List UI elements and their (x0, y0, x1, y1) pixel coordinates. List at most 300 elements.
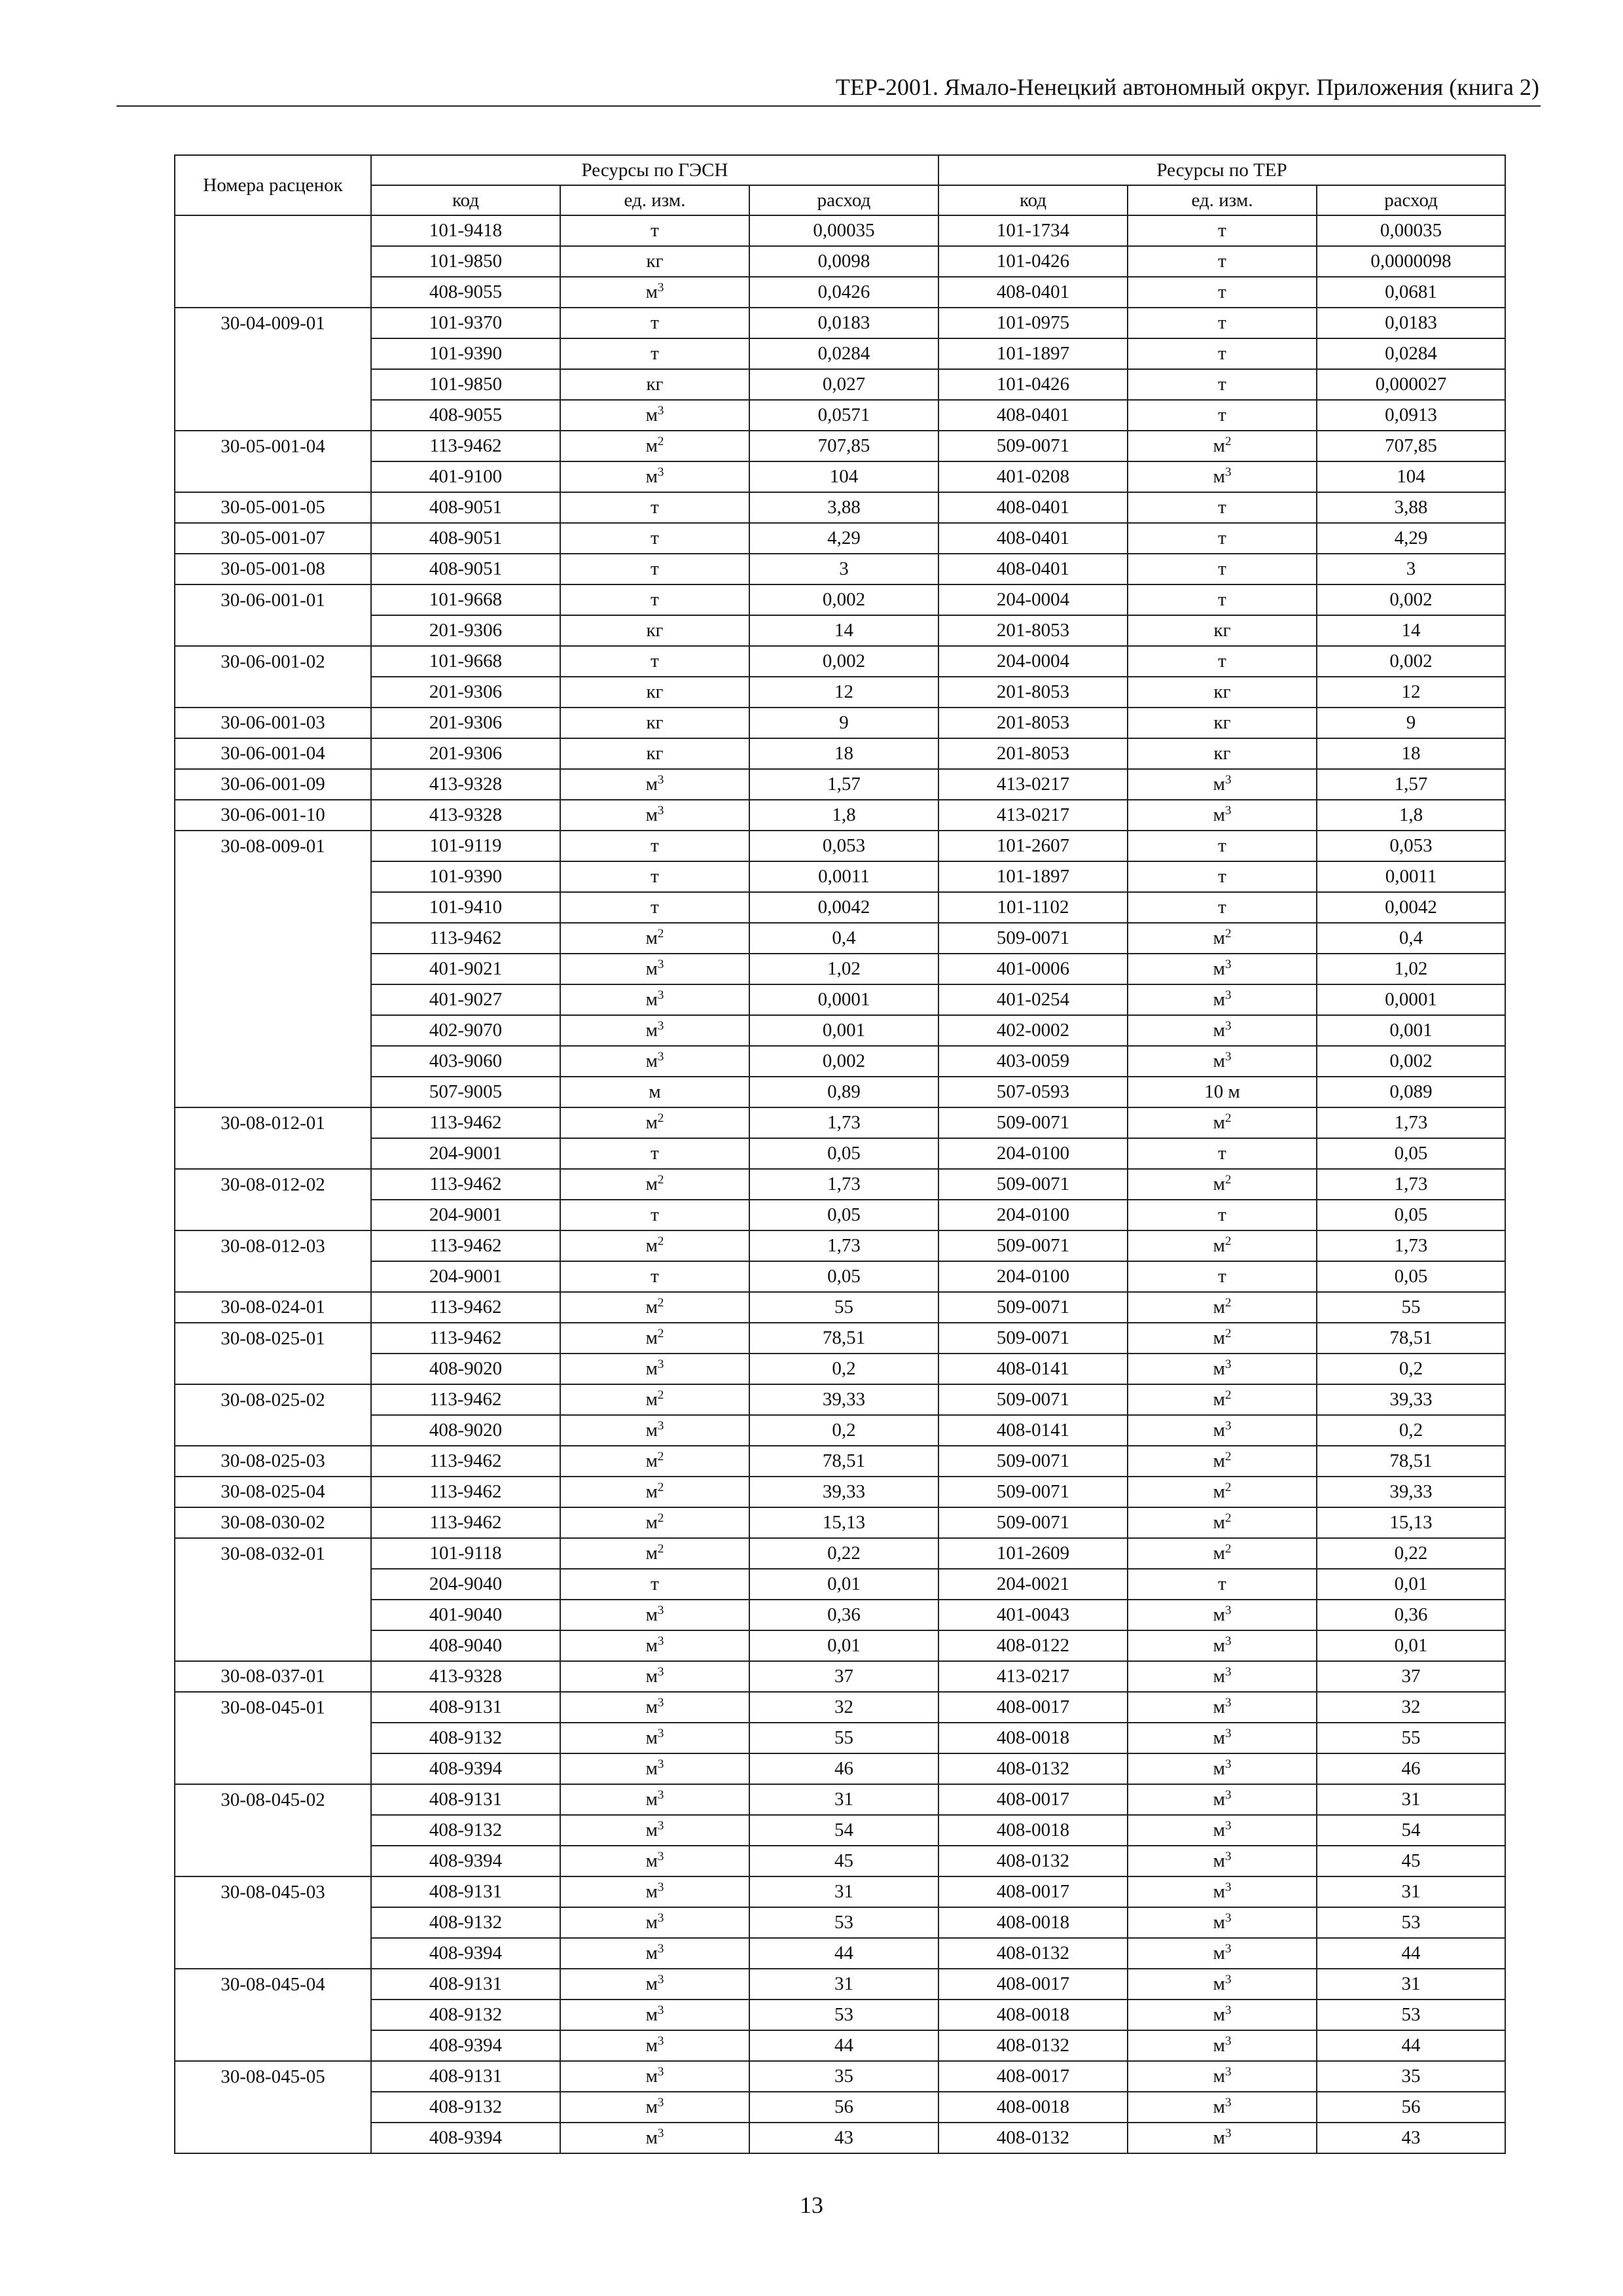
rate-number-cell: 30-08-025-02 (175, 1384, 371, 1415)
gesn-code-cell: 408-9020 (371, 1415, 560, 1446)
ter-code-cell: 408-0401 (938, 492, 1128, 523)
rate-number-cell (175, 615, 371, 646)
ter-code-cell: 101-1897 (938, 861, 1128, 892)
gesn-unit-cell: т (560, 492, 749, 523)
ter-code-cell: 204-0100 (938, 1200, 1128, 1230)
gesn-code-cell: 101-9418 (371, 215, 560, 246)
gesn-unit-cell: $м^3$ (560, 1876, 749, 1907)
ter-unit-cell: $м^3$ (1128, 2000, 1317, 2030)
table-row (175, 708, 1505, 738)
gesn-amount-cell: 45 (749, 1846, 938, 1876)
ter-unit-cell: 10 м (1128, 1077, 1317, 1107)
table-row (175, 1077, 1505, 1107)
ter-amount-cell: 0,000027 (1317, 369, 1505, 400)
ter-code-cell: 509-0071 (938, 1446, 1128, 1477)
gesn-code-cell: 113-9462 (371, 1230, 560, 1261)
table-row (175, 1846, 1505, 1876)
group-header-gesn: Ресурсы по ГЭСН (371, 155, 938, 185)
ter-unit-cell: $м^3$ (1128, 1046, 1317, 1077)
ter-amount-cell: 55 (1317, 1292, 1505, 1323)
gesn-code-cell: 408-9394 (371, 2123, 560, 2153)
ter-code-cell: 509-0071 (938, 1477, 1128, 1507)
gesn-unit-cell: $м^3$ (560, 984, 749, 1015)
table-row (175, 1907, 1505, 1938)
ter-code-cell: 101-2607 (938, 831, 1128, 861)
table-row (175, 523, 1505, 554)
ter-unit-cell: т (1128, 554, 1317, 584)
ter-amount-cell: 1,8 (1317, 800, 1505, 831)
ter-unit-cell: $м^3$ (1128, 1415, 1317, 1446)
gesn-code-cell: 401-9100 (371, 461, 560, 492)
ter-code-cell: 201-8053 (938, 615, 1128, 646)
column-header-ter-code: код (938, 185, 1128, 215)
ter-unit-cell: т (1128, 892, 1317, 923)
ter-code-cell: 413-0217 (938, 800, 1128, 831)
rate-number-cell: 30-08-045-01 (175, 1692, 371, 1723)
gesn-unit-cell: $м^3$ (560, 461, 749, 492)
ter-code-cell: 101-1734 (938, 215, 1128, 246)
rate-number-cell: 30-08-037-01 (175, 1661, 371, 1692)
gesn-unit-cell: т (560, 1569, 749, 1600)
gesn-amount-cell: 0,2 (749, 1415, 938, 1446)
ter-amount-cell: 18 (1317, 738, 1505, 769)
gesn-unit-cell: $м^3$ (560, 1630, 749, 1661)
gesn-code-cell: 201-9306 (371, 677, 560, 708)
gesn-amount-cell: 31 (749, 1969, 938, 2000)
gesn-code-cell: 401-9021 (371, 954, 560, 984)
gesn-unit-cell: $м^3$ (560, 1046, 749, 1077)
ter-code-cell: 401-0043 (938, 1600, 1128, 1630)
gesn-amount-cell: 3 (749, 554, 938, 584)
gesn-amount-cell: 37 (749, 1661, 938, 1692)
ter-amount-cell: 3 (1317, 554, 1505, 584)
gesn-unit-cell: $м^3$ (560, 400, 749, 431)
gesn-amount-cell: 0,0571 (749, 400, 938, 431)
gesn-code-cell: 408-9131 (371, 1969, 560, 2000)
table-row (175, 2030, 1505, 2061)
gesn-unit-cell: $м^3$ (560, 1692, 749, 1723)
gesn-unit-cell: $м^2$ (560, 1384, 749, 1415)
ter-amount-cell: 1,73 (1317, 1169, 1505, 1200)
gesn-code-cell: 101-9668 (371, 584, 560, 615)
ter-amount-cell: 0,0001 (1317, 984, 1505, 1015)
ter-unit-cell: $м^3$ (1128, 2092, 1317, 2123)
ter-amount-cell: 0,0011 (1317, 861, 1505, 892)
gesn-amount-cell: 0,05 (749, 1138, 938, 1169)
ter-amount-cell: 39,33 (1317, 1384, 1505, 1415)
rate-number-cell: 30-08-025-01 (175, 1323, 371, 1354)
ter-amount-cell: 31 (1317, 1876, 1505, 1907)
ter-unit-cell: т (1128, 246, 1317, 277)
rate-number-cell: 30-08-045-02 (175, 1784, 371, 1815)
gesn-code-cell: 413-9328 (371, 1661, 560, 1692)
ter-unit-cell: $м^3$ (1128, 1753, 1317, 1784)
gesn-unit-cell: $м^2$ (560, 1323, 749, 1354)
table-row (175, 1354, 1505, 1384)
gesn-unit-cell: $м^2$ (560, 431, 749, 461)
gesn-unit-cell: $м^3$ (560, 2030, 749, 2061)
gesn-code-cell: 408-9055 (371, 400, 560, 431)
ter-amount-cell: 0,05 (1317, 1200, 1505, 1230)
ter-unit-cell: $м^2$ (1128, 431, 1317, 461)
ter-amount-cell: 3,88 (1317, 492, 1505, 523)
gesn-code-cell: 408-9132 (371, 1815, 560, 1846)
gesn-amount-cell: 0,0042 (749, 892, 938, 923)
ter-unit-cell: т (1128, 1138, 1317, 1169)
ter-amount-cell: 0,00035 (1317, 215, 1505, 246)
ter-amount-cell: 46 (1317, 1753, 1505, 1784)
gesn-code-cell: 201-9306 (371, 738, 560, 769)
gesn-amount-cell: 31 (749, 1876, 938, 1907)
ter-code-cell: 509-0071 (938, 923, 1128, 954)
ter-unit-cell: $м^2$ (1128, 1538, 1317, 1569)
gesn-code-cell: 201-9306 (371, 615, 560, 646)
gesn-code-cell: 113-9462 (371, 1323, 560, 1354)
table-row (175, 400, 1505, 431)
gesn-code-cell: 113-9462 (371, 1477, 560, 1507)
ter-amount-cell: 0,089 (1317, 1077, 1505, 1107)
gesn-code-cell: 402-9070 (371, 1015, 560, 1046)
gesn-unit-cell: $м^3$ (560, 954, 749, 984)
table-row (175, 584, 1505, 615)
ter-unit-cell: $м^2$ (1128, 923, 1317, 954)
gesn-unit-cell: $м^2$ (560, 1477, 749, 1507)
gesn-code-cell: 401-9027 (371, 984, 560, 1015)
table-row (175, 1692, 1505, 1723)
ter-unit-cell: т (1128, 215, 1317, 246)
gesn-amount-cell: 54 (749, 1815, 938, 1846)
gesn-code-cell: 101-9850 (371, 369, 560, 400)
rate-number-cell (175, 1938, 371, 1969)
rate-number-cell (175, 1415, 371, 1446)
table-body (175, 215, 1505, 2153)
table-row (175, 2092, 1505, 2123)
rate-number-cell: 30-08-045-04 (175, 1969, 371, 2000)
gesn-amount-cell: 14 (749, 615, 938, 646)
ter-amount-cell: 0,0284 (1317, 338, 1505, 369)
gesn-code-cell: 204-9001 (371, 1261, 560, 1292)
gesn-amount-cell: 0,002 (749, 1046, 938, 1077)
gesn-amount-cell: 1,73 (749, 1107, 938, 1138)
table-row (175, 1107, 1505, 1138)
gesn-amount-cell: 1,8 (749, 800, 938, 831)
rate-number-cell: 30-08-045-05 (175, 2061, 371, 2092)
table-row (175, 1446, 1505, 1477)
gesn-amount-cell: 55 (749, 1723, 938, 1753)
ter-unit-cell: $м^2$ (1128, 1169, 1317, 1200)
rate-number-cell: 30-04-009-01 (175, 308, 371, 338)
gesn-unit-cell: $м^3$ (560, 277, 749, 308)
ter-unit-cell: $м^3$ (1128, 1630, 1317, 1661)
ter-unit-cell: т (1128, 1569, 1317, 1600)
ter-code-cell: 408-0018 (938, 2000, 1128, 2030)
column-header-ter-amount: расход (1317, 185, 1505, 215)
rate-number-cell: 30-08-025-03 (175, 1446, 371, 1477)
table-row (175, 1200, 1505, 1230)
table-row (175, 1784, 1505, 1815)
ter-code-cell: 101-0426 (938, 369, 1128, 400)
table-row (175, 1169, 1505, 1200)
ter-amount-cell: 55 (1317, 1723, 1505, 1753)
rate-number-cell (175, 369, 371, 400)
rate-number-cell: 30-06-001-02 (175, 646, 371, 677)
gesn-amount-cell: 32 (749, 1692, 938, 1723)
ter-code-cell: 408-0132 (938, 2123, 1128, 2153)
ter-unit-cell: кг (1128, 615, 1317, 646)
gesn-unit-cell: $м^3$ (560, 2000, 749, 2030)
gesn-amount-cell: 4,29 (749, 523, 938, 554)
gesn-amount-cell: 0,053 (749, 831, 938, 861)
gesn-amount-cell: 1,57 (749, 769, 938, 800)
table-row (175, 1507, 1505, 1538)
gesn-amount-cell: 44 (749, 2030, 938, 2061)
rate-number-cell (175, 461, 371, 492)
table-row (175, 308, 1505, 338)
gesn-unit-cell: т (560, 831, 749, 861)
ter-code-cell: 408-0017 (938, 1969, 1128, 2000)
gesn-code-cell: 408-9131 (371, 1784, 560, 1815)
gesn-unit-cell: $м^3$ (560, 2092, 749, 2123)
table-row (175, 831, 1505, 861)
ter-code-cell: 509-0071 (938, 1230, 1128, 1261)
ter-amount-cell: 53 (1317, 2000, 1505, 2030)
ter-amount-cell: 0,05 (1317, 1138, 1505, 1169)
ter-code-cell: 101-1897 (938, 338, 1128, 369)
rate-number-cell (175, 2000, 371, 2030)
gesn-code-cell: 408-9394 (371, 2030, 560, 2061)
table-row (175, 1261, 1505, 1292)
gesn-code-cell: 113-9462 (371, 1169, 560, 1200)
ter-code-cell: 408-0017 (938, 1876, 1128, 1907)
rate-number-cell: 30-05-001-04 (175, 431, 371, 461)
running-header: ТЕР-2001. Ямало-Ненецкий автономный округ. Приложения (книга 2) (836, 74, 1539, 100)
ter-unit-cell: $м^2$ (1128, 1230, 1317, 1261)
ter-code-cell: 413-0217 (938, 1661, 1128, 1692)
ter-code-cell: 204-0004 (938, 584, 1128, 615)
table-row (175, 369, 1505, 400)
rate-number-cell: 30-08-012-02 (175, 1169, 371, 1200)
ter-code-cell: 413-0217 (938, 769, 1128, 800)
ter-amount-cell: 0,0042 (1317, 892, 1505, 923)
header-rule (116, 105, 1541, 107)
rate-number-cell (175, 1077, 371, 1107)
table-row (175, 1661, 1505, 1692)
table-row (175, 338, 1505, 369)
gesn-code-cell: 113-9462 (371, 923, 560, 954)
rate-number-cell: 30-05-001-07 (175, 523, 371, 554)
gesn-code-cell: 204-9001 (371, 1200, 560, 1230)
ter-amount-cell: 0,001 (1317, 1015, 1505, 1046)
ter-unit-cell: $м^3$ (1128, 954, 1317, 984)
rate-number-cell: 30-08-025-04 (175, 1477, 371, 1507)
rate-number-cell (175, 2030, 371, 2061)
ter-code-cell: 507-0593 (938, 1077, 1128, 1107)
ter-unit-cell: $м^2$ (1128, 1292, 1317, 1323)
ter-amount-cell: 15,13 (1317, 1507, 1505, 1538)
rate-number-cell: 30-06-001-03 (175, 708, 371, 738)
page-number: 13 (800, 2192, 823, 2218)
ter-code-cell: 101-0426 (938, 246, 1128, 277)
gesn-code-cell: 113-9462 (371, 1446, 560, 1477)
gesn-code-cell: 113-9462 (371, 1507, 560, 1538)
gesn-amount-cell: 53 (749, 1907, 938, 1938)
ter-code-cell: 408-0401 (938, 400, 1128, 431)
ter-code-cell: 101-2609 (938, 1538, 1128, 1569)
gesn-amount-cell: 78,51 (749, 1446, 938, 1477)
column-header-number: Номера расценок (175, 155, 371, 215)
ter-code-cell: 402-0002 (938, 1015, 1128, 1046)
gesn-amount-cell: 3,88 (749, 492, 938, 523)
ter-unit-cell: $м^2$ (1128, 1384, 1317, 1415)
gesn-code-cell: 408-9040 (371, 1630, 560, 1661)
gesn-amount-cell: 35 (749, 2061, 938, 2092)
gesn-amount-cell: 55 (749, 1292, 938, 1323)
ter-unit-cell: $м^3$ (1128, 800, 1317, 831)
gesn-code-cell: 113-9462 (371, 1384, 560, 1415)
rate-number-cell: 30-08-030-02 (175, 1507, 371, 1538)
gesn-unit-cell: $м^2$ (560, 1230, 749, 1261)
rate-number-cell: 30-08-012-03 (175, 1230, 371, 1261)
gesn-code-cell: 408-9394 (371, 1753, 560, 1784)
gesn-amount-cell: 0,0284 (749, 338, 938, 369)
ter-code-cell: 509-0071 (938, 1169, 1128, 1200)
rate-number-cell: 30-08-032-01 (175, 1538, 371, 1569)
gesn-unit-cell: $м^3$ (560, 1015, 749, 1046)
table-row (175, 1015, 1505, 1046)
gesn-unit-cell: т (560, 646, 749, 677)
gesn-code-cell: 113-9462 (371, 431, 560, 461)
table-row (175, 1384, 1505, 1415)
ter-code-cell: 509-0071 (938, 1107, 1128, 1138)
ter-unit-cell: $м^3$ (1128, 2123, 1317, 2153)
rate-number-cell: 30-05-001-08 (175, 554, 371, 584)
gesn-code-cell: 408-9051 (371, 492, 560, 523)
table-row (175, 1230, 1505, 1261)
rate-number-cell: 30-06-001-04 (175, 738, 371, 769)
rate-number-cell (175, 1138, 371, 1169)
ter-code-cell: 408-0141 (938, 1415, 1128, 1446)
ter-unit-cell: т (1128, 338, 1317, 369)
gesn-unit-cell: $м^2$ (560, 1538, 749, 1569)
ter-amount-cell: 53 (1317, 1907, 1505, 1938)
gesn-code-cell: 101-9118 (371, 1538, 560, 1569)
ter-amount-cell: 44 (1317, 1938, 1505, 1969)
column-header-ter-unit: ед. изм. (1128, 185, 1317, 215)
gesn-code-cell: 408-9020 (371, 1354, 560, 1384)
gesn-amount-cell: 46 (749, 1753, 938, 1784)
ter-unit-cell: $м^3$ (1128, 1815, 1317, 1846)
ter-code-cell: 408-0017 (938, 1692, 1128, 1723)
column-header-gesn-amount: расход (749, 185, 938, 215)
gesn-code-cell: 101-9370 (371, 308, 560, 338)
ter-code-cell: 509-0071 (938, 431, 1128, 461)
gesn-amount-cell: 0,22 (749, 1538, 938, 1569)
table-row (175, 1138, 1505, 1169)
gesn-code-cell: 101-9668 (371, 646, 560, 677)
table-row (175, 646, 1505, 677)
table-row (175, 1938, 1505, 1969)
table-row (175, 554, 1505, 584)
table-row (175, 1876, 1505, 1907)
rate-number-cell (175, 1815, 371, 1846)
gesn-unit-cell: $м^3$ (560, 769, 749, 800)
gesn-unit-cell: кг (560, 246, 749, 277)
ter-amount-cell: 0,0681 (1317, 277, 1505, 308)
ter-unit-cell: $м^3$ (1128, 1354, 1317, 1384)
rate-number-cell (175, 246, 371, 277)
table-row (175, 738, 1505, 769)
rate-number-cell (175, 1354, 371, 1384)
ter-unit-cell: $м^3$ (1128, 1907, 1317, 1938)
gesn-amount-cell: 1,73 (749, 1169, 938, 1200)
gesn-unit-cell: т (560, 1261, 749, 1292)
gesn-amount-cell: 0,0011 (749, 861, 938, 892)
ter-code-cell: 408-0018 (938, 1723, 1128, 1753)
gesn-amount-cell: 39,33 (749, 1477, 938, 1507)
gesn-code-cell: 408-9132 (371, 1723, 560, 1753)
ter-code-cell: 401-0006 (938, 954, 1128, 984)
ter-amount-cell: 707,85 (1317, 431, 1505, 461)
ter-amount-cell: 0,2 (1317, 1415, 1505, 1446)
ter-code-cell: 101-0975 (938, 308, 1128, 338)
gesn-amount-cell: 0,0183 (749, 308, 938, 338)
ter-amount-cell: 54 (1317, 1815, 1505, 1846)
gesn-amount-cell: 0,05 (749, 1261, 938, 1292)
ter-code-cell: 408-0017 (938, 1784, 1128, 1815)
ter-code-cell: 408-0122 (938, 1630, 1128, 1661)
rate-number-cell (175, 1723, 371, 1753)
table-row (175, 954, 1505, 984)
table-row (175, 1046, 1505, 1077)
gesn-code-cell: 101-9410 (371, 892, 560, 923)
ter-code-cell: 408-0401 (938, 554, 1128, 584)
rate-number-cell (175, 277, 371, 308)
ter-code-cell: 408-0132 (938, 1846, 1128, 1876)
gesn-amount-cell: 0,89 (749, 1077, 938, 1107)
rate-number-cell (175, 1600, 371, 1630)
ter-amount-cell: 0,002 (1317, 1046, 1505, 1077)
ter-amount-cell: 12 (1317, 677, 1505, 708)
gesn-amount-cell: 39,33 (749, 1384, 938, 1415)
ter-code-cell: 408-0018 (938, 1815, 1128, 1846)
gesn-amount-cell: 15,13 (749, 1507, 938, 1538)
gesn-unit-cell: $м^2$ (560, 1446, 749, 1477)
ter-amount-cell: 1,02 (1317, 954, 1505, 984)
gesn-amount-cell: 44 (749, 1938, 938, 1969)
ter-code-cell: 408-0132 (938, 1938, 1128, 1969)
ter-amount-cell: 45 (1317, 1846, 1505, 1876)
gesn-code-cell: 507-9005 (371, 1077, 560, 1107)
ter-unit-cell: $м^3$ (1128, 984, 1317, 1015)
ter-unit-cell: $м^2$ (1128, 1446, 1317, 1477)
ter-amount-cell: 0,0913 (1317, 400, 1505, 431)
gesn-amount-cell: 18 (749, 738, 938, 769)
ter-amount-cell: 0,002 (1317, 646, 1505, 677)
table-row (175, 246, 1505, 277)
gesn-amount-cell: 31 (749, 1784, 938, 1815)
ter-unit-cell: $м^3$ (1128, 2030, 1317, 2061)
ter-unit-cell: т (1128, 369, 1317, 400)
ter-code-cell: 509-0071 (938, 1384, 1128, 1415)
rate-number-cell: 30-08-045-03 (175, 1876, 371, 1907)
ter-unit-cell: $м^2$ (1128, 1107, 1317, 1138)
rate-number-cell (175, 923, 371, 954)
gesn-amount-cell: 0,002 (749, 646, 938, 677)
table-row (175, 2000, 1505, 2030)
table-row (175, 1538, 1505, 1569)
gesn-code-cell: 204-9040 (371, 1569, 560, 1600)
ter-unit-cell: т (1128, 646, 1317, 677)
